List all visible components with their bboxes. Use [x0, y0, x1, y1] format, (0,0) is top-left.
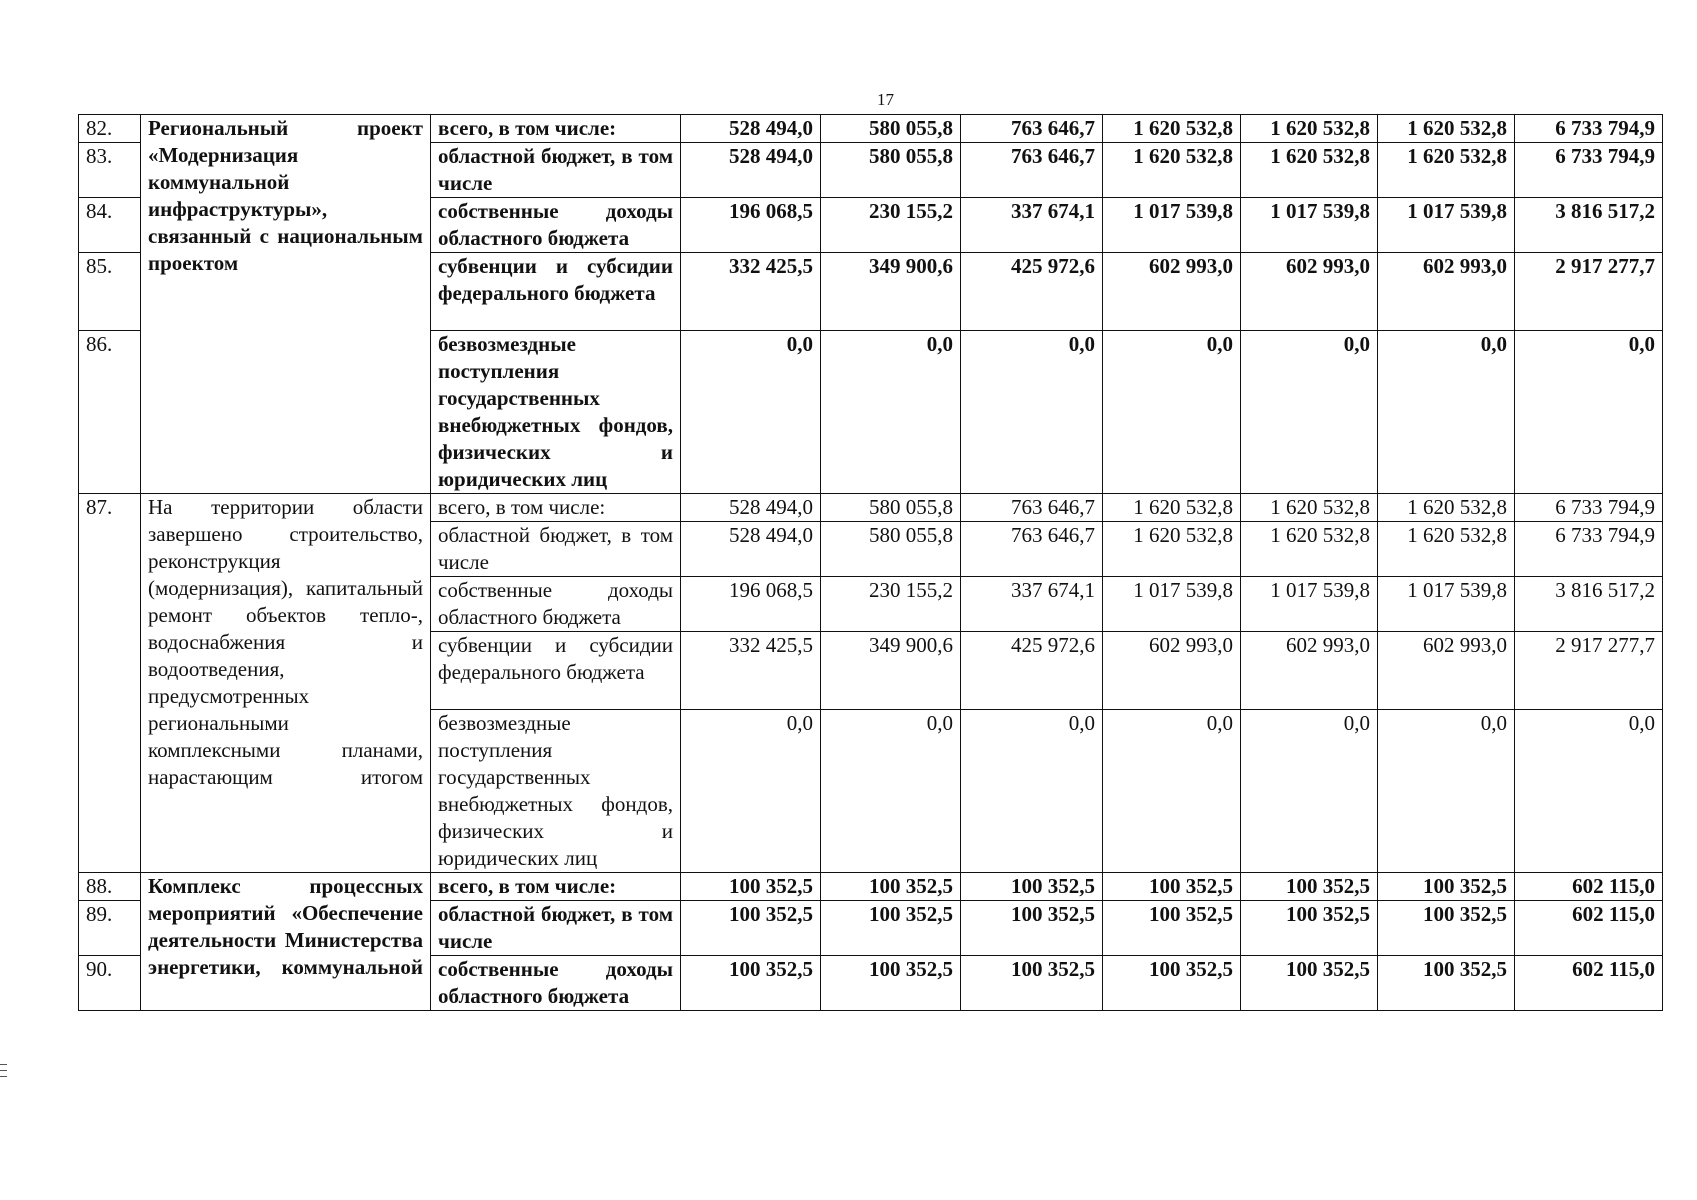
funding-source: областной бюджет, в том числе — [431, 143, 681, 198]
row-number: 83. — [79, 143, 141, 198]
margin-marks — [0, 1064, 8, 1082]
amount-cell: 100 352,5 — [1103, 956, 1241, 1011]
amount-cell: 602 993,0 — [1241, 632, 1378, 710]
amount-cell: 1 017 539,8 — [1103, 577, 1241, 632]
amount-cell: 1 017 539,8 — [1241, 198, 1378, 253]
amount-cell: 100 352,5 — [1241, 956, 1378, 1011]
amount-cell: 763 646,7 — [961, 522, 1103, 577]
row-number: 89. — [79, 901, 141, 956]
amount-cell: 0,0 — [1103, 710, 1241, 873]
amount-cell: 1 620 532,8 — [1241, 143, 1378, 198]
amount-cell: 602 993,0 — [1378, 632, 1515, 710]
amount-cell: 196 068,5 — [681, 577, 821, 632]
amount-cell: 1 017 539,8 — [1378, 198, 1515, 253]
amount-cell: 2 917 277,7 — [1515, 632, 1663, 710]
amount-cell: 337 674,1 — [961, 577, 1103, 632]
funding-source: собственные доходы областного бюджета — [431, 577, 681, 632]
amount-cell: 580 055,8 — [821, 494, 961, 522]
budget-table — [78, 114, 1663, 1011]
amount-cell: 0,0 — [961, 331, 1103, 494]
row-number: 88. — [79, 873, 141, 901]
table-row — [79, 494, 1663, 522]
measure-name: На территории области завершено строительство, реконструкция (модернизация), капитальный ремонт объектов тепло-, водоснабжения и водоотведения, предусмотренных региональными комплексными планами, нарастающим итогом — [141, 494, 431, 873]
amount-cell: 337 674,1 — [961, 198, 1103, 253]
amount-cell: 1 620 532,8 — [1103, 494, 1241, 522]
amount-cell: 0,0 — [1103, 331, 1241, 494]
funding-source: всего, в том числе: — [431, 873, 681, 901]
amount-cell: 0,0 — [821, 710, 961, 873]
amount-cell: 100 352,5 — [821, 873, 961, 901]
amount-cell: 1 620 532,8 — [1103, 115, 1241, 143]
amount-cell: 0,0 — [1378, 710, 1515, 873]
amount-cell: 0,0 — [1241, 710, 1378, 873]
amount-cell: 580 055,8 — [821, 115, 961, 143]
amount-cell: 528 494,0 — [681, 115, 821, 143]
amount-cell: 528 494,0 — [681, 494, 821, 522]
amount-cell: 332 425,5 — [681, 632, 821, 710]
amount-cell: 6 733 794,9 — [1515, 522, 1663, 577]
row-number: 86. — [79, 331, 141, 494]
amount-cell: 100 352,5 — [1378, 901, 1515, 956]
amount-cell: 0,0 — [821, 331, 961, 494]
row-number: 82. — [79, 115, 141, 143]
amount-cell: 602 993,0 — [1103, 632, 1241, 710]
amount-cell: 6 733 794,9 — [1515, 143, 1663, 198]
funding-source: безвозмездные поступления государственных внебюджетных фондов, физических и юридических лиц — [431, 331, 681, 494]
amount-cell: 1 620 532,8 — [1378, 522, 1515, 577]
amount-cell: 2 917 277,7 — [1515, 253, 1663, 331]
amount-cell: 100 352,5 — [821, 956, 961, 1011]
row-number: 85. — [79, 253, 141, 331]
funding-source: всего, в том числе: — [431, 494, 681, 522]
amount-cell: 100 352,5 — [961, 901, 1103, 956]
amount-cell: 602 115,0 — [1515, 873, 1663, 901]
amount-cell: 528 494,0 — [681, 143, 821, 198]
amount-cell: 230 155,2 — [821, 577, 961, 632]
table-row — [79, 115, 1663, 143]
row-number: 87. — [79, 494, 141, 873]
amount-cell: 602 115,0 — [1515, 901, 1663, 956]
amount-cell: 602 993,0 — [1378, 253, 1515, 331]
amount-cell: 0,0 — [681, 710, 821, 873]
funding-source: субвенции и субсидии федерального бюджета — [431, 253, 681, 331]
amount-cell: 763 646,7 — [961, 494, 1103, 522]
amount-cell: 1 620 532,8 — [1378, 494, 1515, 522]
amount-cell: 602 993,0 — [1103, 253, 1241, 331]
amount-cell: 3 816 517,2 — [1515, 577, 1663, 632]
funding-source: всего, в том числе: — [431, 115, 681, 143]
amount-cell: 100 352,5 — [821, 901, 961, 956]
funding-source: областной бюджет, в том числе — [431, 901, 681, 956]
funding-source: собственные доходы областного бюджета — [431, 956, 681, 1011]
amount-cell: 1 620 532,8 — [1103, 143, 1241, 198]
amount-cell: 0,0 — [1515, 710, 1663, 873]
amount-cell: 1 620 532,8 — [1241, 522, 1378, 577]
amount-cell: 580 055,8 — [821, 143, 961, 198]
amount-cell: 1 620 532,8 — [1241, 115, 1378, 143]
row-number: 90. — [79, 956, 141, 1011]
amount-cell: 0,0 — [681, 331, 821, 494]
amount-cell: 100 352,5 — [1241, 901, 1378, 956]
amount-cell: 100 352,5 — [961, 956, 1103, 1011]
amount-cell: 1 017 539,8 — [1103, 198, 1241, 253]
amount-cell: 230 155,2 — [821, 198, 961, 253]
amount-cell: 3 816 517,2 — [1515, 198, 1663, 253]
amount-cell: 100 352,5 — [1241, 873, 1378, 901]
amount-cell: 763 646,7 — [961, 143, 1103, 198]
amount-cell: 6 733 794,9 — [1515, 115, 1663, 143]
amount-cell: 100 352,5 — [681, 873, 821, 901]
amount-cell: 100 352,5 — [1378, 956, 1515, 1011]
table-row — [79, 873, 1663, 901]
amount-cell: 100 352,5 — [1378, 873, 1515, 901]
amount-cell: 1 620 532,8 — [1378, 143, 1515, 198]
amount-cell: 1 620 532,8 — [1241, 494, 1378, 522]
amount-cell: 100 352,5 — [681, 901, 821, 956]
funding-source: безвозмездные поступления государственных внебюджетных фондов, физических и юридических лиц — [431, 710, 681, 873]
page-number: 17 — [877, 90, 894, 109]
amount-cell: 1 017 539,8 — [1241, 577, 1378, 632]
amount-cell: 0,0 — [1378, 331, 1515, 494]
amount-cell: 100 352,5 — [1103, 873, 1241, 901]
funding-source: субвенции и субсидии федерального бюджета — [431, 632, 681, 710]
amount-cell: 100 352,5 — [681, 956, 821, 1011]
amount-cell: 349 900,6 — [821, 632, 961, 710]
amount-cell: 763 646,7 — [961, 115, 1103, 143]
amount-cell: 1 620 532,8 — [1378, 115, 1515, 143]
funding-source: областной бюджет, в том числе — [431, 522, 681, 577]
amount-cell: 6 733 794,9 — [1515, 494, 1663, 522]
amount-cell: 0,0 — [1515, 331, 1663, 494]
amount-cell: 332 425,5 — [681, 253, 821, 331]
table-body — [79, 115, 1663, 1011]
amount-cell: 602 115,0 — [1515, 956, 1663, 1011]
amount-cell: 100 352,5 — [961, 873, 1103, 901]
amount-cell: 196 068,5 — [681, 198, 821, 253]
amount-cell: 0,0 — [1241, 331, 1378, 494]
amount-cell: 349 900,6 — [821, 253, 961, 331]
amount-cell: 528 494,0 — [681, 522, 821, 577]
row-number: 84. — [79, 198, 141, 253]
measure-name: Комплекс процессных мероприятий «Обеспечение деятельности Министерства энергетики, коммунальной — [141, 873, 431, 1011]
measure-name: Региональный проект «Модернизация коммунальной инфраструктуры», связанный с национальным проектом — [141, 115, 431, 494]
amount-cell: 100 352,5 — [1103, 901, 1241, 956]
funding-source: собственные доходы областного бюджета — [431, 198, 681, 253]
amount-cell: 580 055,8 — [821, 522, 961, 577]
amount-cell: 1 620 532,8 — [1103, 522, 1241, 577]
amount-cell: 1 017 539,8 — [1378, 577, 1515, 632]
amount-cell: 602 993,0 — [1241, 253, 1378, 331]
amount-cell: 425 972,6 — [961, 253, 1103, 331]
amount-cell: 425 972,6 — [961, 632, 1103, 710]
amount-cell: 0,0 — [961, 710, 1103, 873]
